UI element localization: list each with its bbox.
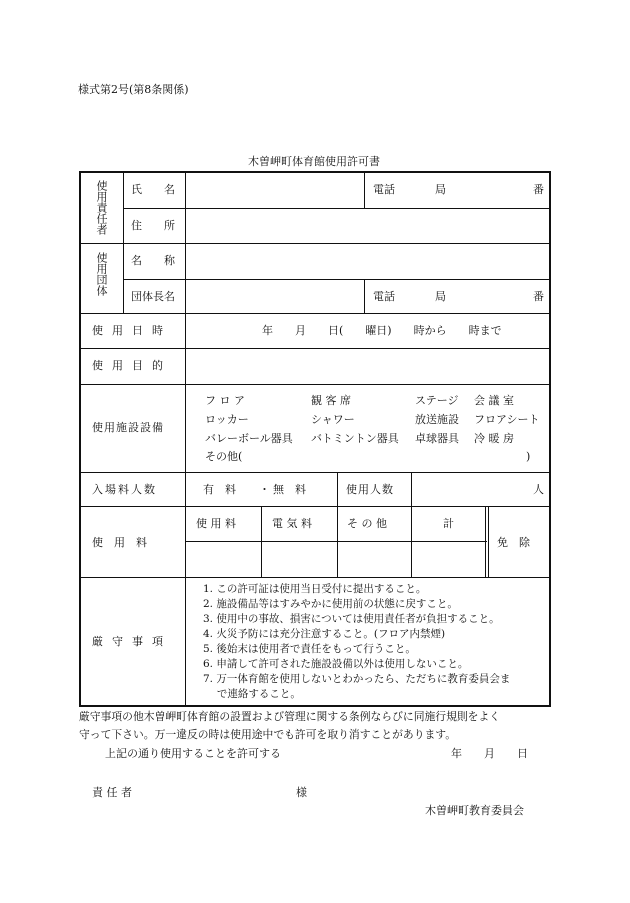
facility-option[interactable]: フ ロ ア [205,394,245,407]
leader-phone-label: 電話 [373,290,395,303]
rule-item: 6. 申請して許可された施設設備以外は使用しないこと。 [203,658,469,670]
fee-header-total: 計 [443,517,454,530]
user-name-field[interactable] [187,173,363,207]
facility-option[interactable]: 卓球器具 [415,432,459,445]
admission-free[interactable]: 無 料 [273,483,306,496]
users-count-unit: 人 [533,483,544,496]
fee-total-field[interactable] [413,542,484,576]
phone-kyoku: 局 [435,183,446,196]
group-label: 使用団体 [95,252,108,296]
facility-option[interactable]: ロッカー [205,413,249,426]
fee-header-other: そ の 他 [347,517,387,530]
fee-other-field[interactable] [339,542,410,576]
sama-label: 様 [296,786,307,799]
fee-usage-field[interactable] [187,542,260,576]
phone-ban: 番 [533,183,544,196]
user-address-field[interactable] [187,209,548,242]
purpose-label: 使用目的 [92,359,172,372]
form-number: 様式第2号(第8条関係) [78,83,189,96]
fee-header-electric: 電 気 料 [272,517,312,530]
responsible-label: 責 任 者 [92,786,132,799]
fee-label: 使 用 料 [92,536,147,549]
user-address-label: 住 所 [131,219,175,232]
facility-option[interactable]: シャワー [311,413,355,426]
admission-dot: ・ [259,483,270,496]
rule-item: で連絡すること。 [203,688,301,700]
group-leader-label: 団体長名 [131,290,175,303]
rule-item: 4. 火災予防には充分注意すること。(フロア内禁煙) [203,628,446,640]
group-name-field[interactable] [187,244,548,278]
leader-phone-ban: 番 [533,290,544,303]
facility-option[interactable]: ステージ [415,394,459,407]
facility-option[interactable]: バトミントン器具 [311,432,399,445]
facility-option[interactable]: 会 議 室 [474,394,514,407]
facility-other-close: ) [526,450,531,463]
issuer-label: 木曽岬町教育委員会 [425,804,524,817]
permit-date: 年 月 日 [451,747,528,760]
permit-text: 上記の通り使用することを許可する [105,747,281,760]
purpose-field[interactable] [187,349,548,383]
facility-option[interactable]: バレーボール器具 [205,432,293,445]
admission-label: 入場料人数 [92,483,157,496]
form-title: 木曽岬町体育館使用許可書 [248,155,380,168]
facility-option[interactable]: フロアシート [474,413,540,426]
admission-paid[interactable]: 有 料 [203,483,236,496]
users-count-label: 使用人数 [346,483,394,496]
fee-header-usage: 使 用 料 [196,517,236,530]
facility-option[interactable]: 冷 暖 房 [474,432,514,445]
facility-option[interactable]: 観 客 席 [311,394,351,407]
user-group-label: 使用責任者 [95,180,108,235]
leader-phone-kyoku: 局 [435,290,446,303]
fee-electric-field[interactable] [263,542,336,576]
facility-other[interactable]: その他( [205,450,243,463]
footer-note-1: 厳守事項の他木曽岬町体育館の設置および管理に関する条例ならびに同施行規則をよく [79,710,501,723]
group-leader-field[interactable] [187,280,363,312]
datetime-value[interactable]: 年 月 日( 曜日) 時から 時まで [262,324,502,337]
user-name-label: 氏 名 [131,183,175,196]
facility-option[interactable]: 放送施設 [415,413,459,426]
rule-item: 1. この許可証は使用当日受付に提出すること。 [203,583,427,595]
rule-item: 5. 後始末は使用者で責任をもって行うこと。 [203,643,416,655]
rules-label: 厳守事項 [92,635,172,648]
group-name-label: 名 称 [131,254,175,267]
datetime-label: 使用日時 [92,324,172,337]
facility-label: 使用施設設備 [92,421,164,434]
rule-item: 2. 施設備品等はすみやかに使用前の状態に戻すこと。 [203,598,458,610]
rule-item: 7. 万一体育館を使用しないとわかったら、ただちに教育委員会ま [203,673,511,685]
footer-note-2: 守って下さい。万一違反の時は使用途中でも許可を取り消すことがあります。 [79,728,457,741]
rule-item: 3. 使用中の事故、損害については使用責任者が負担すること。 [203,613,500,625]
exemption-label[interactable]: 免 除 [497,536,530,549]
phone-label: 電話 [373,183,395,196]
